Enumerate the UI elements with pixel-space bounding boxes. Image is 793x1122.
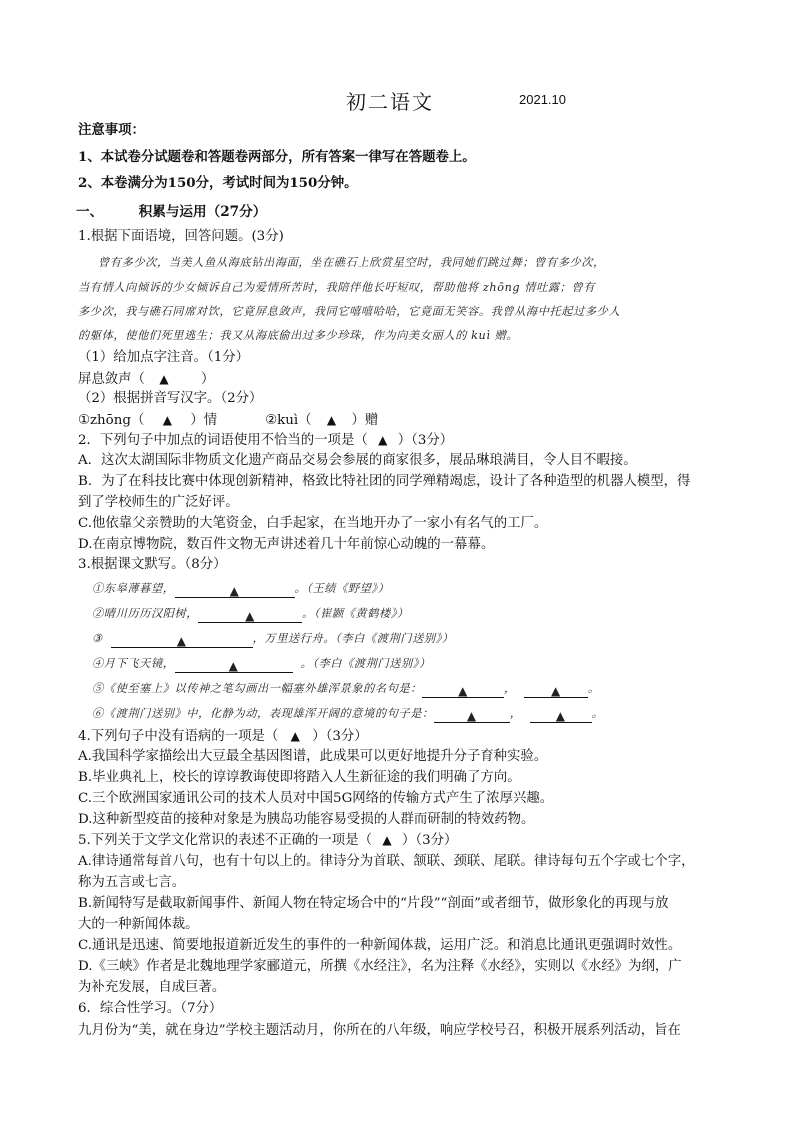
q2-option-c: C.他依靠父亲赞助的大笔资金，白手起家，在当地开办了一家小有名气的工厂。	[78, 516, 548, 531]
q3-line-2: ②晴川历历汉阳树， ▲ 。（崔颢《黄鹤楼》）	[92, 607, 409, 623]
q1-passage-line-4: 的躯体，使他们死里逃生；我又从海底偷出过多少珍珠，作为向美女丽人的 kuì 赠。	[78, 329, 519, 342]
answer-marker: ▲	[326, 413, 337, 427]
q5-option-d-line-1: D.《三峡》作者是北魏地理学家郦道元，所撰《水经注》，名为注释《水经》，实则以《水经》为纲，广	[78, 959, 682, 974]
q3-line-4: ④月下飞天镜， ▲ 。（李白《渡荆门送别》）	[92, 657, 431, 673]
answer-blank[interactable]: ▲	[111, 632, 253, 648]
q1-sub2-answers: ①zhōng（ ▲ ）情 ②kuì（ ▲ ）赠	[78, 413, 379, 428]
q2-stem: 2．下列句子中加点的词语使用不恰当的一项是（ ▲ ）（3分）	[78, 433, 454, 448]
q4-option-d: D.这种新型疫苗的接种对象是为胰岛功能容易受损的人群而研制的特效药物。	[78, 812, 535, 827]
q3-line-6: ⑥《渡荆门送别》中，化静为动，表现雄浑开阔的意境的句子是： ▲ ， ▲ 。	[92, 707, 604, 723]
q4-stem: 4.下列句子中没有语病的一项是（ ▲ ）（3分）	[78, 729, 368, 744]
q1-sub2: （2）根据拼音写汉字。（2分）	[78, 391, 263, 406]
answer-marker: ▲	[290, 729, 300, 743]
answer-blank[interactable]: ▲	[198, 607, 302, 623]
q3-line-1: ①东皋薄暮望， ▲ 。（王绩《野望》）	[92, 582, 390, 598]
answer-blank[interactable]: ▲	[175, 657, 293, 673]
q1-sub1: （1）给加点字注音。（1分）	[78, 350, 250, 365]
answer-marker: ▲	[159, 372, 169, 386]
q1-sub1-answer: 屏息敛声（ ▲ ）	[78, 372, 215, 387]
q5-option-d-line-2: 为补充发展，自成巨著。	[78, 980, 226, 995]
q4-option-a: A.我国科学家描绘出大豆最全基因图谱，此成果可以更好地提升分子育种实验。	[78, 749, 548, 764]
q2-option-a: A．这次太湖国际非物质文化遗产商品交易会参展的商家很多，展品琳琅满目，令人目不暇接。	[78, 453, 637, 468]
q5-option-a-line-2: 称为五言或七言。	[78, 875, 186, 890]
q3-line-3: ③ ▲ ，万里送行舟。（李白《渡荆门送别》）	[92, 632, 454, 648]
q4-option-b: B.毕业典礼上，校长的谆谆教诲使即将踏入人生新征途的我们明确了方向。	[78, 770, 521, 785]
q1-passage-line-1: 曾有多少次，当美人鱼从海底钻出海面，坐在礁石上欣赏星空时，我同她们跳过舞；曾有多少次，	[98, 256, 605, 269]
answer-blank[interactable]: ▲	[422, 682, 504, 698]
answer-blank[interactable]: ▲	[434, 707, 510, 723]
q3-stem: 3.根据课文默写。（8分）	[78, 557, 227, 572]
page-title: 初二语文	[346, 90, 434, 114]
q5-option-c: C.通讯是迅速、简要地报道新近发生的事件的一种新闻体裁，运用广泛。和消息比通讯更强调时效性。	[78, 938, 682, 953]
notice-heading: 注意事项：	[78, 122, 145, 138]
q5-option-b-line-2: 大的一种新闻体裁。	[78, 917, 199, 932]
q3-line-5: ⑤《使至塞上》以传神之笔勾画出一幅塞外雄浑景象的名句是： ▲ ， ▲ 。	[92, 682, 600, 698]
answer-marker: ▲	[378, 433, 388, 447]
q4-option-c: C.三个欧洲国家通讯公司的技术人员对中国5G网络的传输方式产生了浓厚兴趣。	[78, 791, 554, 806]
answer-blank[interactable]: ▲	[530, 707, 592, 723]
exam-date: 2021.10	[519, 92, 566, 107]
q1-stem: 1.根据下面语境，回答问题。(3分)	[78, 229, 284, 244]
q2-option-b-line-2: 到了学校师生的广泛好评。	[78, 495, 239, 510]
section-number: 一、	[76, 204, 104, 220]
q1-passage-line-2: 当有情人向倾诉的少女倾诉自己为爱情所苦时，我陪伴他长吁短叹，帮助他将 zhōng 情吐露；曾有	[78, 281, 596, 294]
q5-option-a-line-1: A.律诗通常每首八句，也有十句以上的。律诗分为首联、颔联、颈联、尾联。律诗每句五个字或七个字，	[78, 854, 695, 869]
q2-option-b-line-1: B．为了在科技比赛中体现创新精神，格致比特社团的同学殚精竭虑，设计了各种造型的机器人模型，得	[78, 474, 691, 489]
answer-blank[interactable]: ▲	[524, 682, 588, 698]
answer-marker: ▲	[382, 833, 392, 847]
notice-item-2: 2、本卷满分为150分，考试时间为150分钟。	[78, 175, 358, 191]
section-heading	[76, 200, 266, 220]
q6-stem: 6．综合性学习。（7分）	[78, 1001, 223, 1016]
q5-stem: 5.下列关于文学文化常识的表述不正确的一项是（ ▲ ）（3分）	[78, 833, 458, 848]
answer-blank[interactable]: ▲	[175, 582, 295, 598]
q1-passage-line-3: 多少次，我与礁石同席对饮，它竟屏息敛声，我同它嘻嘻哈哈，它竟面无笑容。我曾从海中托起过多少人	[78, 305, 621, 318]
section-title: 积累与运用（27分）	[138, 204, 267, 220]
q5-option-b-line-1: B.新闻特写是截取新闻事件、新闻人物在特定场合中的“片段”“剖面”或者细节，做形象化的再现与放	[78, 896, 669, 911]
answer-marker: ▲	[162, 413, 172, 427]
notice-item-1: 1、本试卷分试题卷和答题卷两部分，所有答案一律写在答题卷上。	[78, 149, 476, 165]
q6-body: 九月份为“美，就在身边”学校主题活动月，你所在的八年级，响应学校号召，积极开展系列活动，旨在	[78, 1023, 681, 1038]
q2-option-d: D.在南京博物院，数百件文物无声讲述着几十年前惊心动魄的一幕幕。	[78, 537, 495, 552]
